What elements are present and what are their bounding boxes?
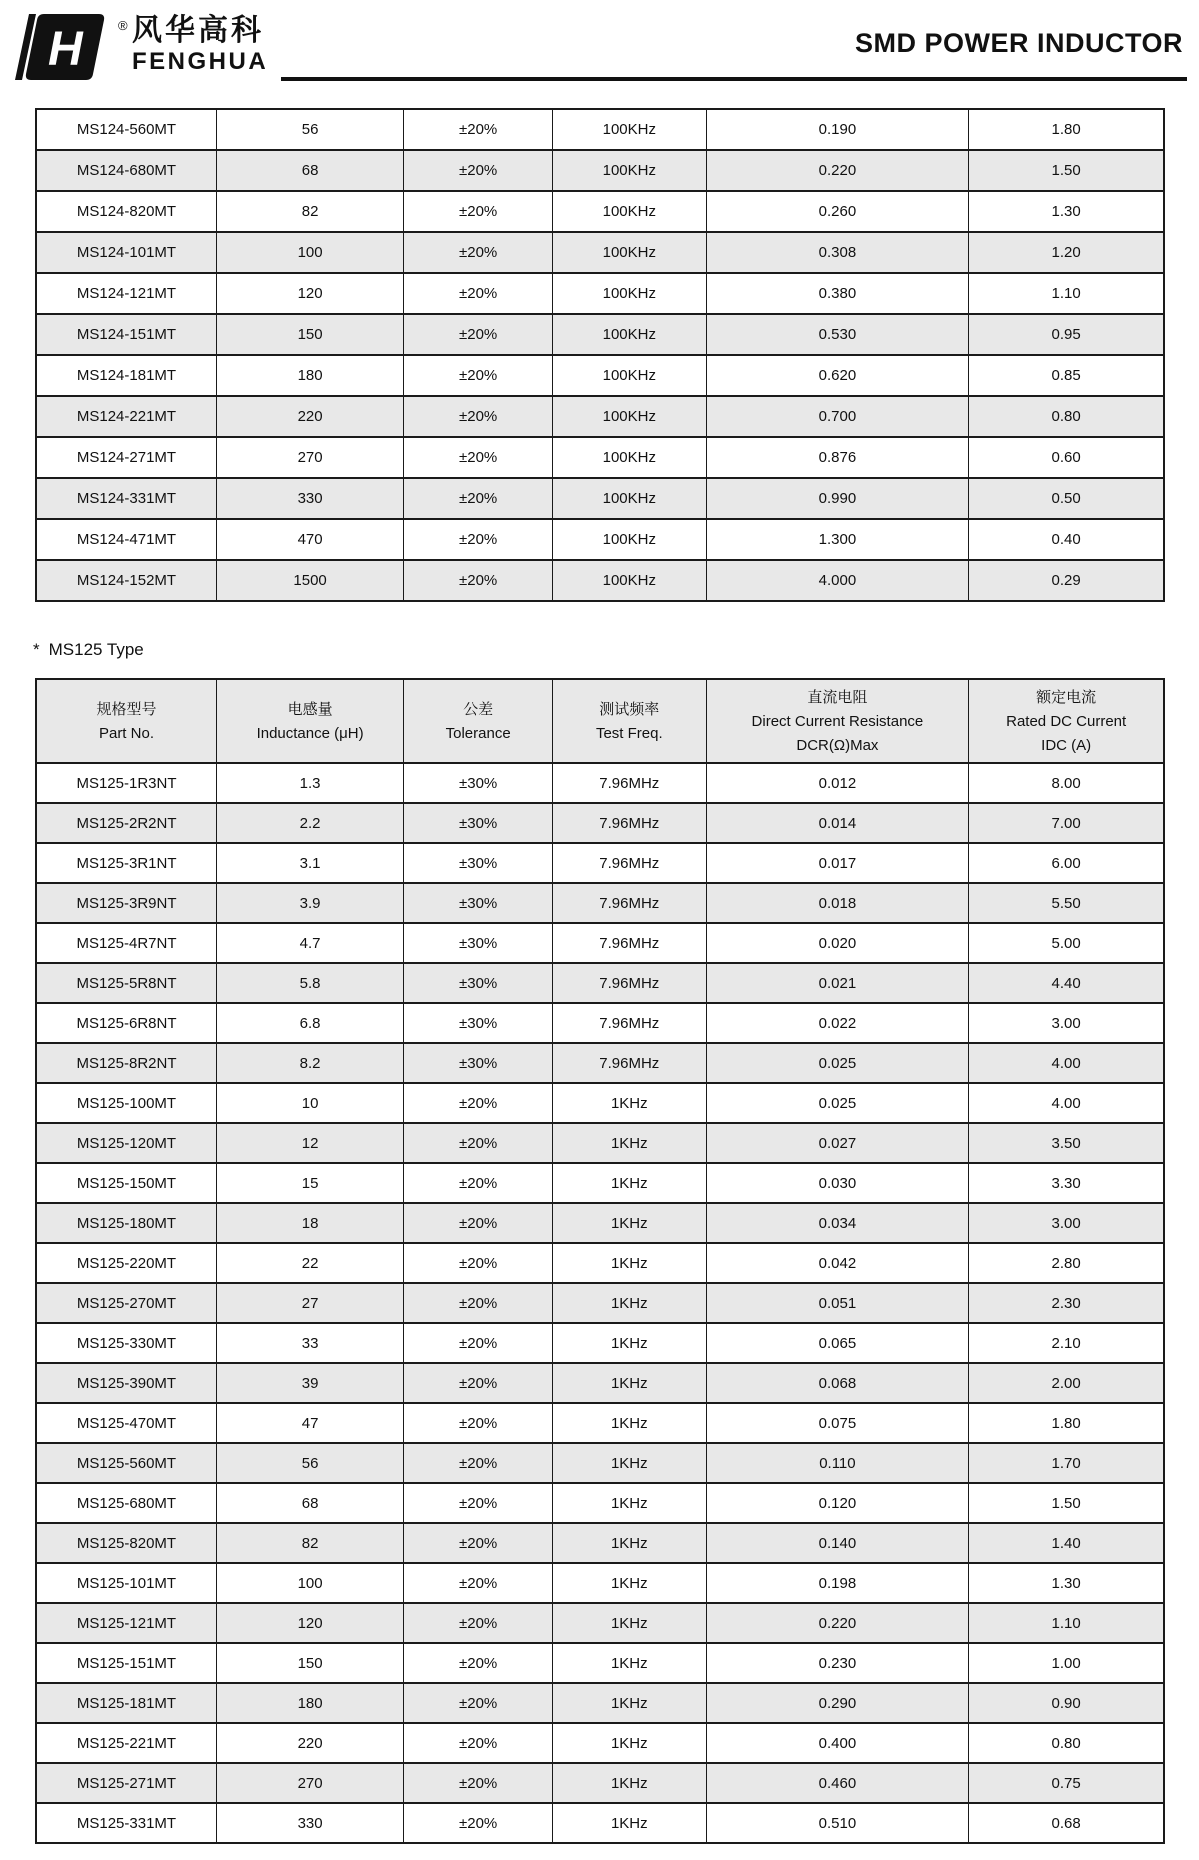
table-cell: 7.96MHz [553,923,706,963]
table-cell: 7.96MHz [553,1003,706,1043]
table-cell: ±20% [404,355,553,396]
table-cell: MS125-680MT [36,1483,216,1523]
ms124-table-body [36,109,1164,601]
section-star: * [33,640,40,659]
column-header: 直流电阻 Direct Current Resistance DCR(Ω)Max [706,679,969,763]
table-cell: 1.80 [969,1403,1164,1443]
table-cell: ±20% [404,1723,553,1763]
table-row [36,1443,1164,1483]
table-cell: 270 [216,437,403,478]
table-cell: 1KHz [553,1643,706,1683]
table-cell: 1KHz [553,1563,706,1603]
table-cell: 1.70 [969,1443,1164,1483]
table-row [36,923,1164,963]
table-cell: ±20% [404,1243,553,1283]
table-row [36,963,1164,1003]
table-cell: ±20% [404,1163,553,1203]
table-cell: 0.022 [706,1003,969,1043]
table-cell: MS125-150MT [36,1163,216,1203]
table-cell: MS125-470MT [36,1403,216,1443]
table-cell: 0.50 [969,478,1164,519]
table-cell: 0.85 [969,355,1164,396]
table-cell: ±20% [404,232,553,273]
table-cell: ±20% [404,1123,553,1163]
table-cell: 12 [216,1123,403,1163]
table-cell: 2.30 [969,1283,1164,1323]
table-row [36,1803,1164,1843]
table-cell: MS125-330MT [36,1323,216,1363]
table-cell: 68 [216,150,403,191]
table-row [36,1043,1164,1083]
table-cell: 100KHz [553,560,706,601]
table-cell: 180 [216,355,403,396]
table-row [36,1083,1164,1123]
table-row [36,763,1164,803]
table-cell: 7.96MHz [553,883,706,923]
table-cell: MS125-560MT [36,1443,216,1483]
table-cell: 0.220 [706,150,969,191]
table-cell: ±20% [404,1363,553,1403]
table-cell: 0.29 [969,560,1164,601]
table-cell: 4.00 [969,1083,1164,1123]
table-cell: 0.460 [706,1763,969,1803]
table-cell: 0.40 [969,519,1164,560]
table-row [36,191,1164,232]
table-row [36,273,1164,314]
table-row [36,1243,1164,1283]
ms125-table-head [36,679,1164,763]
table-cell: 330 [216,1803,403,1843]
table-cell: 1KHz [553,1483,706,1523]
table-cell: 4.7 [216,923,403,963]
header-rule [281,77,1187,81]
table-cell: 150 [216,314,403,355]
table-row [36,803,1164,843]
logo-text [132,16,268,74]
table-row [36,1643,1164,1683]
table-row [36,883,1164,923]
table-cell: ±20% [404,396,553,437]
table-cell: MS125-100MT [36,1083,216,1123]
table-cell: 56 [216,1443,403,1483]
table-row [36,1123,1164,1163]
table-cell: ±30% [404,1043,553,1083]
table-cell: 22 [216,1243,403,1283]
table-cell: 1KHz [553,1363,706,1403]
table-cell: 82 [216,191,403,232]
table-cell: MS124-121MT [36,273,216,314]
table-row [36,1563,1164,1603]
table-cell: 2.2 [216,803,403,843]
table-cell: ±20% [404,560,553,601]
table-cell: 1KHz [553,1283,706,1323]
table-cell: 8.2 [216,1043,403,1083]
table-cell: 4.00 [969,1043,1164,1083]
table-cell: 1.30 [969,1563,1164,1603]
table-row [36,1203,1164,1243]
table-cell: 0.876 [706,437,969,478]
ms125-table-body [36,763,1164,1843]
table-cell: 1KHz [553,1683,706,1723]
table-cell: 0.014 [706,803,969,843]
table-cell: 18 [216,1203,403,1243]
table-cell: 1.20 [969,232,1164,273]
table-cell: 6.00 [969,843,1164,883]
table-cell: 0.075 [706,1403,969,1443]
table-cell: MS125-101MT [36,1563,216,1603]
table-cell: 120 [216,273,403,314]
table-cell: 0.198 [706,1563,969,1603]
table-cell: 150 [216,1643,403,1683]
table-row [36,437,1164,478]
table-cell: MS125-180MT [36,1203,216,1243]
table-cell: 56 [216,109,403,150]
table-row [36,519,1164,560]
table-cell: MS125-221MT [36,1723,216,1763]
table-cell: ±30% [404,803,553,843]
page-header [0,0,1199,104]
table-cell: MS124-101MT [36,232,216,273]
table-cell: MS125-220MT [36,1243,216,1283]
table-cell: MS124-560MT [36,109,216,150]
table-cell: ±20% [404,191,553,232]
table-cell: ±30% [404,963,553,1003]
table-cell: 6.8 [216,1003,403,1043]
table-row [36,1403,1164,1443]
table-cell: 0.290 [706,1683,969,1723]
table-row [36,1483,1164,1523]
table-cell: 1KHz [553,1083,706,1123]
table-cell: ±20% [404,1563,553,1603]
column-header: 测试频率 Test Freq. [553,679,706,763]
column-header: 额定电流 Rated DC Current IDC (A) [969,679,1164,763]
table-cell: 3.00 [969,1203,1164,1243]
table-cell: 270 [216,1763,403,1803]
table-cell: ±20% [404,1603,553,1643]
table-cell: ±20% [404,1803,553,1843]
table-cell: 0.75 [969,1763,1164,1803]
table-cell: ±20% [404,273,553,314]
table-cell: 0.017 [706,843,969,883]
table-cell: 5.00 [969,923,1164,963]
table-cell: 0.120 [706,1483,969,1523]
table-cell: 1.00 [969,1643,1164,1683]
table-cell: MS125-151MT [36,1643,216,1683]
table-cell: 39 [216,1363,403,1403]
table-cell: MS125-1R3NT [36,763,216,803]
table-cell: 5.50 [969,883,1164,923]
column-header: 公差 Tolerance [404,679,553,763]
table-cell: 100KHz [553,232,706,273]
ms125-header-row [36,679,1164,763]
page-title: SMD POWER INDUCTOR [854,28,1183,58]
table-cell: 1.30 [969,191,1164,232]
table-cell: 0.80 [969,1723,1164,1763]
table-cell: MS124-152MT [36,560,216,601]
table-cell: 120 [216,1603,403,1643]
table-cell: 1.80 [969,109,1164,150]
table-cell: ±20% [404,314,553,355]
table-cell: MS125-5R8NT [36,963,216,1003]
table-cell: 470 [216,519,403,560]
table-cell: MS125-270MT [36,1283,216,1323]
table-cell: 7.96MHz [553,1043,706,1083]
table-cell: 1500 [216,560,403,601]
table-cell: 0.990 [706,478,969,519]
table-cell: 100KHz [553,478,706,519]
table-cell: 100KHz [553,150,706,191]
table-row [36,150,1164,191]
table-row [36,478,1164,519]
table-cell: 0.620 [706,355,969,396]
table-cell: ±20% [404,1443,553,1483]
table-cell: 3.1 [216,843,403,883]
table-cell: 1.10 [969,273,1164,314]
table-cell: 0.68 [969,1803,1164,1843]
table-cell: 0.80 [969,396,1164,437]
table-cell: MS124-331MT [36,478,216,519]
table-cell: 7.96MHz [553,963,706,1003]
table-row [36,1363,1164,1403]
table-cell: 100KHz [553,191,706,232]
table-cell: 1KHz [553,1123,706,1163]
table-cell: 0.510 [706,1803,969,1843]
table-cell: 68 [216,1483,403,1523]
table-cell: ±30% [404,883,553,923]
table-cell: 1.3 [216,763,403,803]
table-cell: 7.96MHz [553,763,706,803]
table-cell: 0.012 [706,763,969,803]
table-cell: 100KHz [553,273,706,314]
table-cell: 47 [216,1403,403,1443]
table-cell: MS125-3R9NT [36,883,216,923]
table-cell: ±20% [404,478,553,519]
table-cell: 10 [216,1083,403,1123]
table-cell: 1KHz [553,1803,706,1843]
table-cell: ±30% [404,843,553,883]
table-cell: 0.260 [706,191,969,232]
table-cell: 100KHz [553,396,706,437]
table-cell: 0.027 [706,1123,969,1163]
table-row [36,843,1164,883]
table-row [36,314,1164,355]
table-cell: 0.140 [706,1523,969,1563]
table-cell: 1KHz [553,1403,706,1443]
table-cell: ±20% [404,1483,553,1523]
table-cell: 100 [216,1563,403,1603]
registered-trademark-icon: ® [118,18,128,33]
table-cell: 7.00 [969,803,1164,843]
table-cell: ±20% [404,109,553,150]
table-cell: ±20% [404,437,553,478]
table-cell: MS125-121MT [36,1603,216,1643]
table-cell: ±20% [404,1203,553,1243]
table-cell: 2.00 [969,1363,1164,1403]
table-cell: 1.50 [969,150,1164,191]
table-cell: 1.10 [969,1603,1164,1643]
table-cell: MS125-390MT [36,1363,216,1403]
table-cell: 180 [216,1683,403,1723]
table-cell: 4.40 [969,963,1164,1003]
table-cell: 0.020 [706,923,969,963]
table-cell: ±20% [404,1083,553,1123]
table-cell: MS125-181MT [36,1683,216,1723]
table-cell: 1KHz [553,1603,706,1643]
table-cell: 2.10 [969,1323,1164,1363]
table-cell: 0.530 [706,314,969,355]
table-cell: 0.051 [706,1283,969,1323]
table-cell: MS124-151MT [36,314,216,355]
table-cell: 0.068 [706,1363,969,1403]
table-cell: 220 [216,1723,403,1763]
table-cell: MS125-120MT [36,1123,216,1163]
table-cell: 0.110 [706,1443,969,1483]
fenghua-logo-icon [14,12,106,82]
table-cell: 3.50 [969,1123,1164,1163]
table-cell: 15 [216,1163,403,1203]
table-cell: 1.50 [969,1483,1164,1523]
fenghua-logo [14,12,268,82]
logo-text-chinese: 风华高科 [132,14,264,47]
table-cell: 100KHz [553,314,706,355]
table-row [36,355,1164,396]
table-row [36,1763,1164,1803]
table-cell: 100KHz [553,519,706,560]
table-cell: 0.220 [706,1603,969,1643]
table-cell: MS124-680MT [36,150,216,191]
table-cell: 8.00 [969,763,1164,803]
table-row [36,1323,1164,1363]
table-cell: 1KHz [553,1203,706,1243]
ms124-spec-table [35,108,1165,602]
table-cell: 220 [216,396,403,437]
table-cell: 0.90 [969,1683,1164,1723]
table-cell: 100 [216,232,403,273]
table-cell: 1KHz [553,1523,706,1563]
table-cell: ±30% [404,763,553,803]
column-header: 规格型号 Part No. [36,679,216,763]
table-cell: 0.025 [706,1043,969,1083]
table-row [36,1003,1164,1043]
table-cell: MS124-271MT [36,437,216,478]
table-cell: 3.30 [969,1163,1164,1203]
table-cell: 0.025 [706,1083,969,1123]
table-cell: 33 [216,1323,403,1363]
table-cell: MS125-8R2NT [36,1043,216,1083]
table-cell: 27 [216,1283,403,1323]
table-cell: 1KHz [553,1443,706,1483]
table-cell: 1.300 [706,519,969,560]
table-cell: 1KHz [553,1723,706,1763]
table-cell: 7.96MHz [553,843,706,883]
table-cell: ±20% [404,1283,553,1323]
table-cell: MS125-3R1NT [36,843,216,883]
table-cell: ±20% [404,1683,553,1723]
table-cell: MS125-331MT [36,1803,216,1843]
table-row [36,1683,1164,1723]
table-cell: 0.60 [969,437,1164,478]
table-cell: 0.700 [706,396,969,437]
table-cell: 100KHz [553,437,706,478]
table-row [36,560,1164,601]
table-row [36,232,1164,273]
ms125-section-heading [33,640,144,660]
table-cell: ±20% [404,1643,553,1683]
table-cell: MS125-2R2NT [36,803,216,843]
table-cell: 4.000 [706,560,969,601]
logo-text-english: FENGHUA [132,48,269,75]
table-cell: ±30% [404,1003,553,1043]
table-cell: MS125-4R7NT [36,923,216,963]
table-cell: 0.018 [706,883,969,923]
table-cell: MS124-820MT [36,191,216,232]
table-cell: 5.8 [216,963,403,1003]
ms125-spec-table [35,678,1165,1844]
table-row [36,109,1164,150]
table-cell: MS125-820MT [36,1523,216,1563]
table-cell: 2.80 [969,1243,1164,1283]
table-cell: 0.380 [706,273,969,314]
table-cell: 1KHz [553,1163,706,1203]
table-cell: ±20% [404,1323,553,1363]
table-cell: 100KHz [553,109,706,150]
svg-text:H: H [48,23,83,76]
table-cell: MS124-471MT [36,519,216,560]
table-cell: MS124-181MT [36,355,216,396]
table-row [36,1723,1164,1763]
table-row [36,396,1164,437]
table-row [36,1163,1164,1203]
table-row [36,1283,1164,1323]
table-cell: ±30% [404,923,553,963]
table-cell: ±20% [404,1403,553,1443]
table-cell: 0.230 [706,1643,969,1683]
table-cell: 0.308 [706,232,969,273]
table-row [36,1523,1164,1563]
table-cell: ±20% [404,150,553,191]
table-cell: 1.40 [969,1523,1164,1563]
column-header: 电感量 Inductance (μH) [216,679,403,763]
table-cell: 3.9 [216,883,403,923]
table-cell: 7.96MHz [553,803,706,843]
table-cell: 82 [216,1523,403,1563]
table-cell: 0.030 [706,1163,969,1203]
table-row [36,1603,1164,1643]
table-cell: 1KHz [553,1323,706,1363]
table-cell: 0.042 [706,1243,969,1283]
table-cell: 100KHz [553,355,706,396]
table-cell: 0.190 [706,109,969,150]
table-cell: 0.400 [706,1723,969,1763]
table-cell: 1KHz [553,1763,706,1803]
table-cell: 330 [216,478,403,519]
table-cell: MS125-271MT [36,1763,216,1803]
table-cell: ±20% [404,519,553,560]
table-cell: 0.065 [706,1323,969,1363]
section-heading-label: MS125 Type [48,640,144,659]
table-cell: 1KHz [553,1243,706,1283]
table-cell: ±20% [404,1523,553,1563]
table-cell: 3.00 [969,1003,1164,1043]
table-cell: MS125-6R8NT [36,1003,216,1043]
table-cell: 0.95 [969,314,1164,355]
table-cell: 0.034 [706,1203,969,1243]
table-cell: ±20% [404,1763,553,1803]
table-cell: 0.021 [706,963,969,1003]
table-cell: MS124-221MT [36,396,216,437]
